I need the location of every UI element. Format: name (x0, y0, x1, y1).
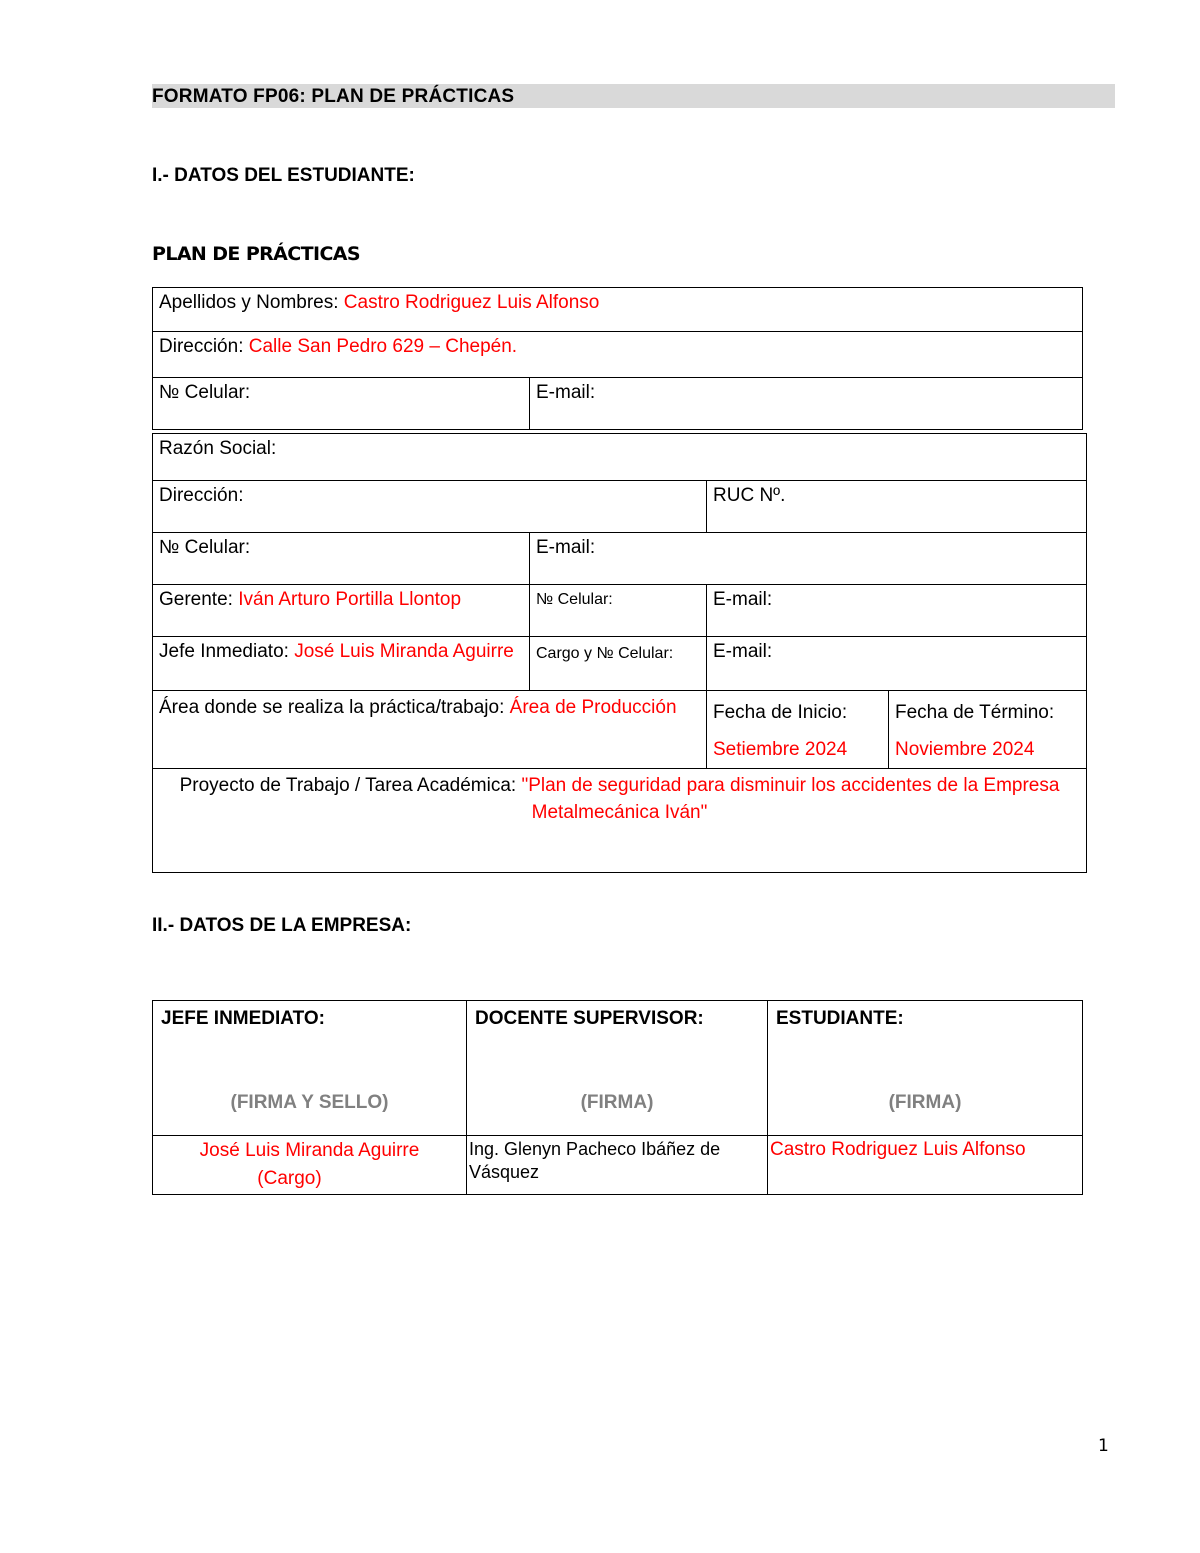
company-address-cell (153, 481, 707, 533)
teacher-name: Ing. Glenyn Pacheco Ibáñez de Vásquez (469, 1139, 721, 1182)
company-social-label: Razón Social: (159, 438, 277, 459)
start-date-cell (707, 691, 889, 769)
boss-email-cell (707, 637, 1087, 691)
project-row (153, 769, 1087, 873)
boss-value: José Luis Miranda Aguirre (294, 641, 514, 662)
student-email-label: E-mail: (536, 382, 596, 403)
section-1-title: I.- DATOS DEL ESTUDIANTE: (152, 165, 415, 186)
student-contact-row (153, 378, 1083, 430)
company-cell-cell (153, 533, 530, 585)
boss-label: Jefe Inmediato: (159, 641, 295, 662)
manager-cell-label: № Celular: (536, 591, 613, 608)
company-address-label: Dirección: (159, 485, 244, 506)
boss-firm-placeholder: (FIRMA Y SELLO) (230, 1092, 389, 1113)
project-cell (153, 769, 1087, 873)
section-2-title: II.- DATOS DE LA EMPRESA: (152, 915, 412, 936)
boss-cargo: (Cargo) (257, 1168, 322, 1189)
student-email-cell (530, 378, 1083, 430)
student-names-cell (153, 288, 1083, 332)
end-date-value: Noviembre 2024 (895, 739, 1035, 760)
company-contact-row (153, 533, 1087, 585)
boss-cell (153, 637, 530, 691)
end-date-label: Fecha de Término: (895, 702, 1055, 723)
company-address-row (153, 481, 1087, 533)
student-address-cell (153, 332, 1083, 378)
boss-signature-header: JEFE INMEDIATO: (161, 1008, 325, 1029)
boss-cargo-cell (530, 637, 707, 691)
student-signature-cell (768, 1001, 1083, 1136)
manager-email-label: E-mail: (713, 589, 773, 610)
plan-title: PLAN DE PRÁCTICAS (152, 243, 360, 265)
signature-table (152, 1000, 1083, 1195)
student-name-cell (768, 1136, 1083, 1195)
boss-name: José Luis Miranda Aguirre (199, 1140, 420, 1161)
boss-cargo-label: Cargo y № Celular: (536, 645, 674, 662)
company-email-cell (530, 533, 1087, 585)
form-title: FORMATO FP06: PLAN DE PRÁCTICAS (152, 84, 1115, 108)
company-email-label: E-mail: (536, 537, 596, 558)
manager-label: Gerente: (159, 589, 239, 610)
manager-email-cell (707, 585, 1087, 637)
manager-cell-phone-cell (530, 585, 707, 637)
area-cell (153, 691, 707, 769)
teacher-name-cell (467, 1136, 768, 1195)
signature-names-row (153, 1136, 1083, 1195)
end-date-cell (889, 691, 1087, 769)
page-number: 1 (1098, 1436, 1109, 1456)
manager-row (153, 585, 1087, 637)
company-social-row (153, 434, 1087, 481)
student-address-label: Dirección: (159, 336, 249, 357)
boss-email-label: E-mail: (713, 641, 773, 662)
boss-row (153, 637, 1087, 691)
student-name: Castro Rodriguez Luis Alfonso (770, 1139, 1026, 1160)
teacher-signature-cell (467, 1001, 768, 1136)
area-row (153, 691, 1087, 769)
student-names-value: Castro Rodriguez Luis Alfonso (343, 292, 600, 313)
student-firm-placeholder: (FIRMA) (888, 1092, 962, 1113)
company-social-cell (153, 434, 1087, 481)
student-address-row (153, 332, 1083, 378)
student-address-value: Calle San Pedro 629 – Chepén. (248, 336, 518, 357)
student-names-label: Apellidos y Nombres: (159, 292, 344, 313)
student-names-row (153, 288, 1083, 332)
student-table (152, 287, 1083, 430)
company-ruc-label: RUC Nº. (713, 485, 786, 506)
company-ruc-cell (707, 481, 1087, 533)
student-cell-label: № Celular: (159, 382, 251, 403)
start-date-label: Fecha de Inicio: (713, 702, 848, 723)
company-cell-label: № Celular: (159, 537, 251, 558)
company-table (152, 433, 1087, 873)
teacher-signature-header: DOCENTE SUPERVISOR: (475, 1008, 704, 1029)
area-label: Área donde se realiza la práctica/trabajo: (159, 697, 510, 718)
teacher-firm-placeholder: (FIRMA) (580, 1092, 654, 1113)
project-label: Proyecto de Trabajo / Tarea Académica: (179, 775, 522, 796)
manager-value: Iván Arturo Portilla Llontop (238, 589, 462, 610)
project-value: "Plan de seguridad para disminuir los accidentes de la Empresa Metalmecánica Iván" (521, 775, 1060, 823)
boss-name-cell (153, 1136, 467, 1195)
start-date-value: Setiembre 2024 (713, 739, 848, 760)
signature-header-row (153, 1001, 1083, 1136)
student-signature-header: ESTUDIANTE: (776, 1008, 904, 1029)
student-cell-cell (153, 378, 530, 430)
area-value: Área de Producción (509, 697, 677, 718)
manager-cell (153, 585, 530, 637)
boss-signature-cell (153, 1001, 467, 1136)
